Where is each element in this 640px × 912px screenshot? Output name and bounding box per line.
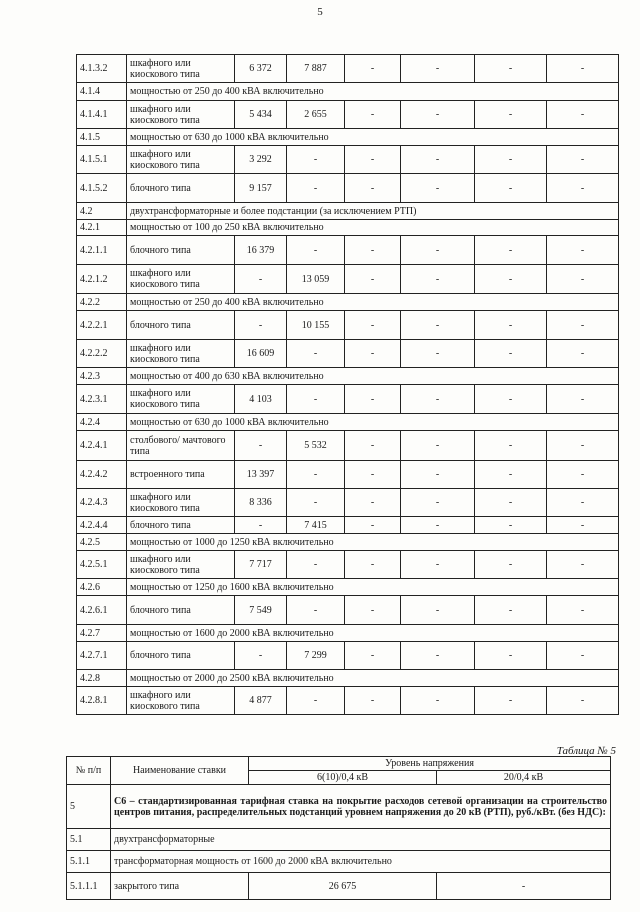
- section-row: [77, 203, 619, 220]
- item-name: шкафного или киоскового типа: [127, 146, 235, 174]
- value-cell: -: [401, 431, 475, 461]
- row-number: 4.2.4.4: [77, 517, 127, 534]
- row-number: 4.2.5: [77, 534, 127, 551]
- value-cell: -: [401, 517, 475, 534]
- section-title: мощностью от 400 до 630 кВА включительно: [127, 368, 619, 385]
- section-row: [67, 829, 611, 851]
- value-cell: -: [345, 489, 401, 517]
- value-cell: -: [401, 551, 475, 579]
- value-cell: 16 609: [235, 340, 287, 368]
- item-name: закрытого типа: [111, 873, 249, 900]
- value-cell: -: [475, 101, 547, 129]
- value-cell: 26 675: [249, 873, 437, 900]
- section-row: [67, 785, 611, 829]
- value-cell: 7 299: [287, 642, 345, 670]
- row-number: 4.2: [77, 203, 127, 220]
- row-number: 4.1.4: [77, 83, 127, 101]
- section-row: [77, 129, 619, 146]
- value-cell: -: [345, 687, 401, 715]
- section-title: мощностью от 1600 до 2000 кВА включительно: [127, 625, 619, 642]
- value-cell: -: [287, 174, 345, 203]
- value-cell: 7 415: [287, 517, 345, 534]
- value-cell: -: [401, 236, 475, 265]
- section-title: мощностью от 630 до 1000 кВА включительно: [127, 129, 619, 146]
- table-row: [77, 385, 619, 414]
- value-cell: -: [475, 431, 547, 461]
- value-cell: -: [475, 461, 547, 489]
- value-cell: 7 549: [235, 596, 287, 625]
- row-number: 4.2.7.1: [77, 642, 127, 670]
- value-cell: -: [401, 687, 475, 715]
- value-cell: -: [401, 340, 475, 368]
- value-cell: -: [547, 517, 619, 534]
- value-cell: -: [547, 174, 619, 203]
- value-cell: -: [547, 265, 619, 294]
- row-number: 4.1.5.2: [77, 174, 127, 203]
- row-number: 4.2.1.2: [77, 265, 127, 294]
- row-number: 4.2.4: [77, 414, 127, 431]
- table-row: [77, 431, 619, 461]
- value-cell: 13 059: [287, 265, 345, 294]
- value-cell: -: [547, 101, 619, 129]
- value-cell: -: [287, 489, 345, 517]
- section-row: [77, 579, 619, 596]
- section-row: [77, 220, 619, 236]
- value-cell: -: [401, 174, 475, 203]
- value-cell: -: [287, 146, 345, 174]
- value-cell: -: [547, 551, 619, 579]
- row-number: 4.1.4.1: [77, 101, 127, 129]
- row-number: 4.2.5.1: [77, 551, 127, 579]
- section-title: мощностью от 1000 до 1250 кВА включительно: [127, 534, 619, 551]
- row-number: 4.2.1: [77, 220, 127, 236]
- value-cell: -: [475, 146, 547, 174]
- table-row: [77, 596, 619, 625]
- row-number: 4.2.2: [77, 294, 127, 311]
- value-cell: -: [401, 311, 475, 340]
- value-cell: -: [547, 311, 619, 340]
- table-row: [77, 642, 619, 670]
- value-cell: -: [235, 431, 287, 461]
- table-row: [77, 146, 619, 174]
- value-cell: -: [287, 385, 345, 414]
- item-name: шкафного или киоскового типа: [127, 340, 235, 368]
- row-number: 5.1: [67, 829, 111, 851]
- row-number: 4.2.3: [77, 368, 127, 385]
- row-number: 4.2.1.1: [77, 236, 127, 265]
- row-number: 4.2.7: [77, 625, 127, 642]
- value-cell: 6 372: [235, 55, 287, 83]
- table-row: [77, 101, 619, 129]
- value-cell: 4 877: [235, 687, 287, 715]
- value-cell: -: [235, 265, 287, 294]
- row-number: 4.2.2.1: [77, 311, 127, 340]
- row-number: 4.2.8.1: [77, 687, 127, 715]
- value-cell: 7 887: [287, 55, 345, 83]
- value-cell: -: [401, 101, 475, 129]
- value-cell: -: [475, 687, 547, 715]
- value-cell: -: [475, 340, 547, 368]
- tariff-table-5: [66, 756, 611, 900]
- item-name: блочного типа: [127, 311, 235, 340]
- section-row: [77, 368, 619, 385]
- item-name: шкафного или киоскового типа: [127, 489, 235, 517]
- value-cell: -: [287, 236, 345, 265]
- value-cell: -: [345, 146, 401, 174]
- table-row: [77, 174, 619, 203]
- section-row: [77, 534, 619, 551]
- value-cell: -: [401, 55, 475, 83]
- value-cell: -: [345, 340, 401, 368]
- value-cell: -: [345, 174, 401, 203]
- value-cell: -: [547, 55, 619, 83]
- value-cell: 5 532: [287, 431, 345, 461]
- value-cell: -: [401, 642, 475, 670]
- value-cell: -: [287, 551, 345, 579]
- section-title: двухтрансформаторные: [111, 829, 611, 851]
- value-cell: -: [547, 642, 619, 670]
- value-cell: -: [235, 642, 287, 670]
- row-number: 4.2.3.1: [77, 385, 127, 414]
- value-cell: -: [437, 873, 611, 900]
- value-cell: 2 655: [287, 101, 345, 129]
- value-cell: -: [547, 431, 619, 461]
- value-cell: -: [345, 596, 401, 625]
- value-cell: -: [287, 596, 345, 625]
- value-cell: -: [345, 517, 401, 534]
- row-number: 4.2.2.2: [77, 340, 127, 368]
- value-cell: 7 717: [235, 551, 287, 579]
- table-row: [77, 55, 619, 83]
- table-row: [67, 873, 611, 900]
- table-row: [77, 311, 619, 340]
- row-number: 4.2.4.3: [77, 489, 127, 517]
- item-name: шкафного или киоскового типа: [127, 551, 235, 579]
- section-title: мощностью от 250 до 400 кВА включительно: [127, 294, 619, 311]
- value-cell: -: [475, 236, 547, 265]
- table-row: [77, 461, 619, 489]
- item-name: блочного типа: [127, 642, 235, 670]
- value-cell: -: [547, 461, 619, 489]
- section-row: [67, 851, 611, 873]
- value-cell: -: [235, 311, 287, 340]
- value-cell: -: [345, 311, 401, 340]
- value-cell: -: [475, 311, 547, 340]
- value-cell: -: [345, 461, 401, 489]
- value-cell: -: [401, 265, 475, 294]
- section-title: мощностью от 2000 до 2500 кВА включительно: [127, 670, 619, 687]
- row-number: 4.2.4.1: [77, 431, 127, 461]
- value-cell: -: [547, 385, 619, 414]
- value-cell: -: [345, 101, 401, 129]
- value-cell: -: [547, 340, 619, 368]
- value-cell: 3 292: [235, 146, 287, 174]
- row-number: 4.1.3.2: [77, 55, 127, 83]
- item-name: шкафного или киоскового типа: [127, 687, 235, 715]
- value-cell: -: [345, 236, 401, 265]
- row-number: 4.1.5.1: [77, 146, 127, 174]
- section-row: [77, 625, 619, 642]
- item-name: шкафного или киоскового типа: [127, 265, 235, 294]
- value-cell: 5 434: [235, 101, 287, 129]
- value-cell: -: [345, 642, 401, 670]
- section-row: [77, 83, 619, 101]
- row-number: 4.1.5: [77, 129, 127, 146]
- section-title: мощностью от 250 до 400 кВА включительно: [127, 83, 619, 101]
- section-row: [77, 414, 619, 431]
- value-cell: -: [287, 461, 345, 489]
- section-title: мощностью от 1250 до 1600 кВА включительно: [127, 579, 619, 596]
- value-cell: -: [345, 385, 401, 414]
- value-cell: -: [287, 687, 345, 715]
- value-cell: 4 103: [235, 385, 287, 414]
- value-cell: -: [547, 146, 619, 174]
- item-name: блочного типа: [127, 174, 235, 203]
- item-name: шкафного или киоскового типа: [127, 55, 235, 83]
- table-row: [77, 551, 619, 579]
- row-number: 4.2.8: [77, 670, 127, 687]
- header-num: № п/п: [67, 757, 111, 785]
- table-row: [77, 236, 619, 265]
- table-row: [77, 687, 619, 715]
- value-cell: -: [287, 340, 345, 368]
- value-cell: 9 157: [235, 174, 287, 203]
- row-number: 5: [67, 785, 111, 829]
- section-title: мощностью от 100 до 250 кВА включительно: [127, 220, 619, 236]
- row-number: 5.1.1: [67, 851, 111, 873]
- table-caption: Таблица № 5: [556, 745, 616, 757]
- value-cell: -: [475, 385, 547, 414]
- header-voltage-level: Уровень напряжения: [249, 757, 611, 771]
- value-cell: -: [401, 146, 475, 174]
- item-name: шкафного или киоскового типа: [127, 385, 235, 414]
- value-cell: -: [475, 596, 547, 625]
- item-name: блочного типа: [127, 236, 235, 265]
- value-cell: -: [475, 489, 547, 517]
- page-number: 5: [317, 6, 323, 18]
- value-cell: -: [235, 517, 287, 534]
- value-cell: -: [475, 551, 547, 579]
- table-row: [77, 340, 619, 368]
- section-row: [77, 294, 619, 311]
- header-name: Наименование ставки: [111, 757, 249, 785]
- value-cell: 13 397: [235, 461, 287, 489]
- value-cell: -: [475, 265, 547, 294]
- item-name: шкафного или киоскового типа: [127, 101, 235, 129]
- value-cell: -: [345, 431, 401, 461]
- value-cell: -: [401, 461, 475, 489]
- tariff-table-continued: [76, 54, 619, 715]
- value-cell: -: [547, 489, 619, 517]
- value-cell: -: [345, 265, 401, 294]
- value-cell: -: [401, 596, 475, 625]
- row-number: 4.2.6.1: [77, 596, 127, 625]
- section-title: трансформаторная мощность от 1600 до 2000 кВА включительно: [111, 851, 611, 873]
- section-title: двухтрансформаторные и более подстанции (за исключением РТП): [127, 203, 619, 220]
- value-cell: 16 379: [235, 236, 287, 265]
- value-cell: -: [401, 385, 475, 414]
- table-row: [77, 517, 619, 534]
- value-cell: -: [475, 174, 547, 203]
- value-cell: -: [547, 596, 619, 625]
- row-number: 4.2.4.2: [77, 461, 127, 489]
- item-name: блочного типа: [127, 517, 235, 534]
- value-cell: -: [401, 489, 475, 517]
- value-cell: 8 336: [235, 489, 287, 517]
- value-cell: -: [475, 642, 547, 670]
- value-cell: -: [547, 687, 619, 715]
- value-cell: -: [345, 551, 401, 579]
- header-voltage-6-10: 6(10)/0,4 кВ: [249, 771, 437, 785]
- row-number: 5.1.1.1: [67, 873, 111, 900]
- value-cell: -: [547, 236, 619, 265]
- item-name: столбового/ мачтового типа: [127, 431, 235, 461]
- table-row: [77, 489, 619, 517]
- value-cell: -: [475, 517, 547, 534]
- value-cell: 10 155: [287, 311, 345, 340]
- value-cell: -: [345, 55, 401, 83]
- item-name: встроенного типа: [127, 461, 235, 489]
- section-title: мощностью от 630 до 1000 кВА включительно: [127, 414, 619, 431]
- value-cell: -: [475, 55, 547, 83]
- item-name: блочного типа: [127, 596, 235, 625]
- table-row: [77, 265, 619, 294]
- header-voltage-20: 20/0,4 кВ: [437, 771, 611, 785]
- row-number: 4.2.6: [77, 579, 127, 596]
- rate-description: С6 – стандартизированная тарифная ставка на покрытие расходов сетевой организации на строительство центров питания, распределительных подстанций уровнем напряжения до 20 кВ (РТП), руб./кВт. (без НДС):: [111, 785, 611, 829]
- section-row: [77, 670, 619, 687]
